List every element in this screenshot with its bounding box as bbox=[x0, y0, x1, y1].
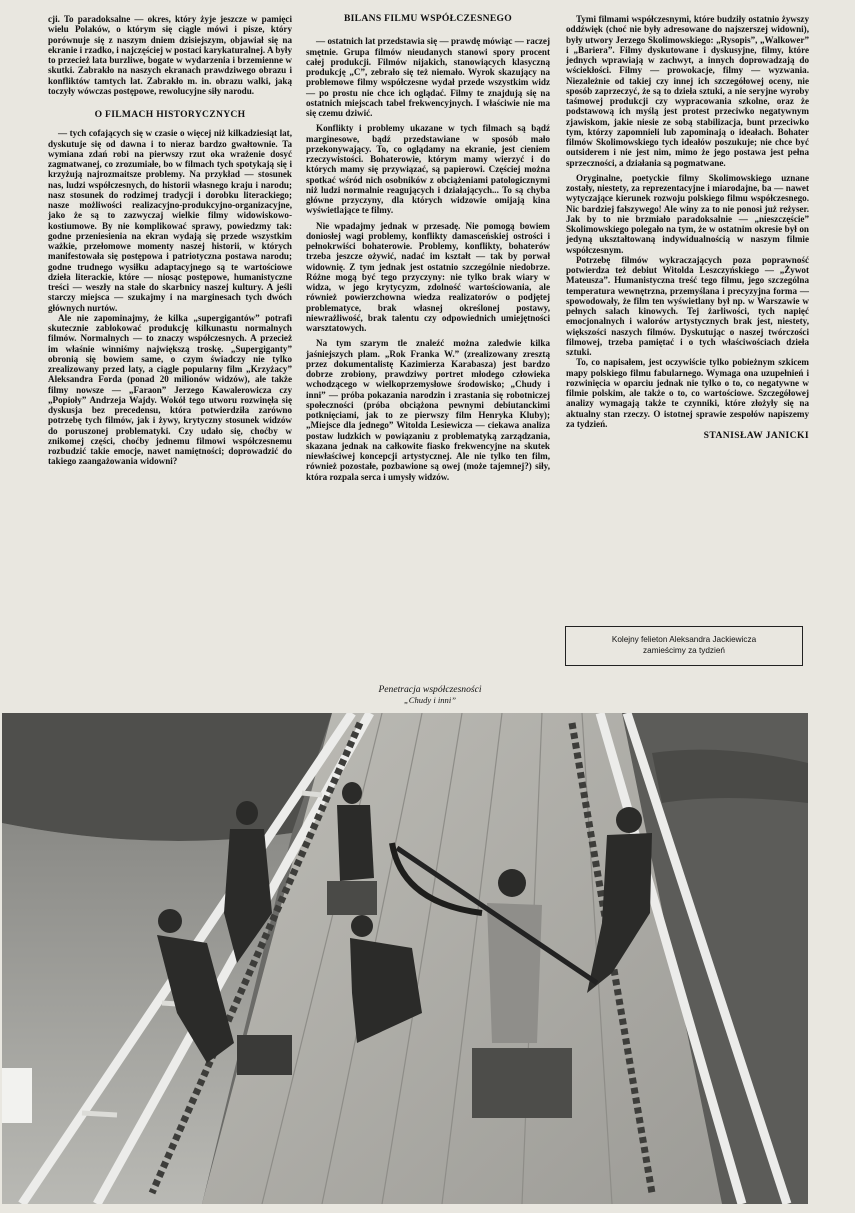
author-signature: STANISŁAW JANICKI bbox=[703, 430, 809, 441]
paragraph: Konflikty i problemy ukazane w tych filmach są bądź marginesowe, bądź przedstawiane w sposób mało przekonywający. To, co oglądamy na ekranie, jest cieniem rzeczywistości. Bohaterowie, którym mamy wierzyć i do których mamy się przywiązać, są papierowi. Częściej można spotkać wśród nich osobników z obciążeniami patologicznymi niż ludzi normalnie reagujących i działających... To są chyba główne przyczyny, dla których widzowie omijają kina wyświetlające te filmy. bbox=[306, 123, 550, 216]
paragraph: Oryginalne, poetyckie filmy Skolimowskiego uznane zostały, niestety, za reprezentacyjne i miarodajne, ba — nawet wytyczające kierunek rozwoju polskiego filmu współczesnego. Nic bardziej fałszywego! Ale winy za to nie ponosi już reżyser. Jak by to nie brzmiało paradoksalnie — „nieszczęście” Skolimowskiego polegało na tym, że w ostatnim okresie był on jedyną ukształtowaną indywidualnością w naszym filmie współczesnym. bbox=[566, 172, 809, 255]
paragraph: Ale nie zapominajmy, że kilka „supergigantów” potrafi skutecznie zablokować produkcję kilkunastu normalnych filmów. Normalnych — to znaczy współczesnych. A przecież im właśnie winniśmy największą troskę. „Supergiganty” obronią się bowiem same, o czym świadczy nie tylko zrealizowany przed laty, a ciągle popularny film „Krzyżacy” Aleksandra Forda (ponad 20 milionów widzów), ale także filmy nowsze — „Faraon” Jerzego Kawalerowicza czy „Popioły” Andrzeja Wajdy. Wokół tego utworu rozwinęła się dyskusja bez precedensu, która potwierdziła zarówno potrzebę tych filmów, jak i żywy, krytyczny stosunek widzów do poruszonej problematyki. Czy udało się, choćby w znikomej części, choćby jednemu filmowi współczesnemu rozbudzić takie emocje, nawet namiętności; doprowadzić do takiego zaangażowania widowni? bbox=[48, 312, 292, 467]
paragraph: Potrzebę filmów wykraczających poza poprawność potwierdza też debiut Witolda Leszczyńskiego — „Żywot Mateusza”. Humanistyczna treść tego filmu, jego szczególna temperatura wewnętrzna, przemyślana i precyzyjna forma — spowodowały, że film ten wyświetlany był np. w Warszawie w pełnych salach kinowych. Tej żarliwości, tych napięć emocjonalnych i walorów artystycznych brak jest, niestety, większości naszych filmów. Dyskutując o naszej twórczości filmowej, trzeba pamiętać i o tych właściwościach dzieła sztuki. bbox=[566, 254, 809, 357]
article-column-3 bbox=[566, 14, 809, 441]
section-heading-contemporary-film-balance: BILANS FILMU WSPÓŁCZESNEGO bbox=[343, 13, 513, 24]
paragraph: — ostatnich lat przedstawia się — prawdę mówiąc — raczej smętnie. Grupa filmów nieudanych stanowi spory procent całej produkcji. Filmów nijakich, stanowiących klasyczną produkcję „C”, zebrało się też niemało. Wyrok skazujący na problemowe filmy współczesne wydał przede wszystkim widz — po prostu nie chce ich oglądać. Filmy te znajdują się na ostatnich miejscach tabel frekwencyjnych. I właściwie nie ma się czemu dziwić. bbox=[306, 36, 550, 118]
photo-caption bbox=[300, 684, 560, 706]
notice-line: zamieścimy za tydzień bbox=[643, 646, 725, 655]
paragraph: — tych cofających się w czasie o więcej niż kilkadziesiąt lat, dyskutuje się od dawna i to nieraz bardzo gwałtownie. Ta wymiana zdań robi na pierwszy rzut oka wrażenie dosyć zagmatwanej, co zrozumiałe, bo w filmach tych spotykają się i krzyżują najrozmaitsze problemy. Na przykład — stosunek nas, ludzi współczesnych, do historii własnego kraju i narodu; nasz stosunek do rodzimej tradycji i dorobku literackiego; nasze możliwości realizacyjno-produkcyjno-organizacyjne, jako że są to zazwyczaj wielkie filmy widowiskowo-kostiumowe. By nie komplikować sprawy, powiedzmy tak: godne przeniesienia na ekran wydają się przede wszystkim ważkie, przełomowe momenty naszej historii, w których manifestowała się postępowa i patriotyczna postawa narodu; godne trudnego wysiłku adaptacyjnego są te wartościowe dzieła literackie, które — niosąc postępowe, humanistyczne treści — weszły na stałe do skarbnicy naszej kultury. A jeśli starczy miejsca — szukajmy i na marginesach tych dwóch głównych nurtów. bbox=[48, 128, 292, 313]
paragraph: To, co napisałem, jest oczywiście tylko pobieżnym szkicem mapy polskiego filmu fabularnego. Wymaga ona uzupełnień i rozwinięcia w oparciu jednak nie tylko o to, co negatywne w filmie polskim, ale także o to, co wartościowe. Szczegółowej analizy wymagają także te czynniki, które złożyły się na aktualny stan rzeczy. O istotnej sprawie zespołów napiszemy za tydzień. bbox=[566, 357, 809, 429]
film-still-photo bbox=[2, 713, 808, 1204]
article-column-1 bbox=[48, 14, 292, 467]
paragraph-intro: cji. To paradoksalne — okres, który żyje jeszcze w pamięci wielu Polaków, o którym się ciągle mówi i pisze, który porównuje się z naszym dniem dzisiejszym, objawiał się na ekranie i rzadko, i najczęściej w postaci karykaturalnej. A były to przecież lata burzliwe, bogate w wydarzenia i brzemienne w skutki. Zabrakło na naszych ekranach prawdziwego obrazu i konfliktów tamtych lat. Zabrakło m. in. obrazu walki, jaką toczyły wówczas postępowe, rewolucyjne siły narodu. bbox=[48, 14, 292, 96]
next-issue-notice-box bbox=[565, 626, 803, 666]
paragraph: Na tym szarym tle znaleźć można zaledwie kilka jaśniejszych plam. „Rok Franka W.” (zrealizowany zresztą przez dokumentalistę Kazimierza Karabasza) jest bardzo dobrze zrobiony, prawdziwy portret młodego człowieka wchodzącego w wielkoprzemysłowe środowisko; „Chudy i inni” — próba pokazania narodzin i zrastania się robotniczej społeczności (próba obciążona pewnymi debiutanckimi potknięciami, jak to ze pierwszy film Henryka Kluby); „Miejsce dla jednego” Witolda Lesiewicza — ciekawa analiza postaw ludzkich w powiązaniu z problematyką zarządzania, skazana jednak na całkowite fiasko frekwencyjne na skutek niewłaściwej koncepcji artystycznej. Ale nie tylko ten film, również pozostałe, pozbawione są owej (może tajemnej?) siły, która rozpala serca i umysły widzów. bbox=[306, 338, 550, 482]
caption-film-title: „Chudy i inni” bbox=[403, 695, 457, 705]
section-heading-historical-films: O FILMACH HISTORYCZNYCH bbox=[94, 109, 246, 120]
article-column-2 bbox=[306, 14, 550, 482]
paragraph: Nie wpadajmy jednak w przesadę. Nie pomogą bowiem doniosłej wagi problemy, konflikty damasceńskiej ostrości i pełnokrwiści bohaterowie. Problemy, konflikty, bohaterów trzeba jeszcze ożywić, nadać im kształt — tak by porwał widownię. Z tym jednak jest ostatnio szczególnie niedobrze. Różne mogą być tego przyczyny: nie tylko brak wiary w widza, w jego krytycyzm, zdolność wartościowania, ale również powierzchowna wiedza realizatorów o podjętej problematyce, brak własnej określonej postawy, niewrażliwość, brak talentu czy odpowiednich umiejętności warsztatowych. bbox=[306, 220, 550, 333]
film-still-illustration bbox=[2, 713, 808, 1204]
paragraph: Tymi filmami współczesnymi, które budziły ostatnio żywszy oddźwięk (choć nie były adresowane do najszerszej widowni), były utwory Jerzego Skolimowskiego: „Rysopis”, „Walkower” i „Bariera”. Filmy dyskutowane i dyskusyjne, filmy, które jednych wprawiają w zachwyt, a innych doprowadzają do wściekłości. Filmy — prowokacje, filmy — wyzwania. Niezależnie od takiej czy innej ich szczegółowej oceny, nie sposób zaprzeczyć, że są to dzieła sztuki, a nie seryjne wyroby taśmowej produkcji czy wypracowania szkolne, oraz że podstawową ich myślą jest protest przeciwko negatywnym zjawiskom, jakie niesie ze sobą stabilizacja, bunt przeciwko tym, którzy zapomnieli lub zapominają o ideałach. Bohater filmów Skolimowskiego tych ideałów poszukuje; nie chce być outsiderem i nie jest nim, mimo że jego postawa jest pełna sprzeczności, a działania są pogmatwane. bbox=[566, 14, 809, 168]
notice-line: Kolejny felieton Aleksandra Jackiewicza bbox=[611, 635, 757, 644]
caption-title: Penetracja współczesności bbox=[378, 684, 482, 695]
